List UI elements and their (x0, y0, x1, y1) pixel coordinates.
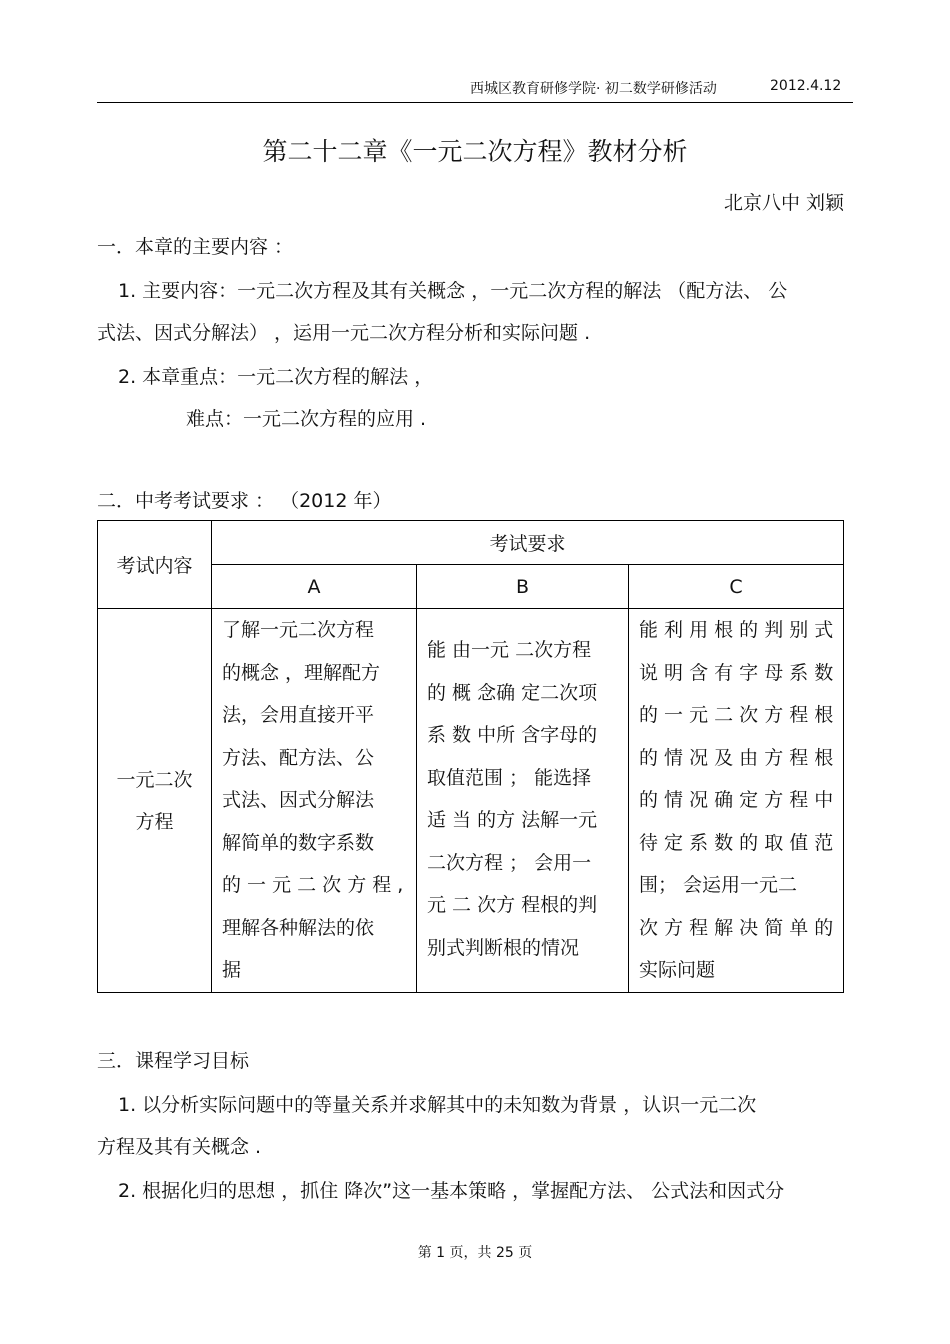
level-c: C (629, 565, 844, 609)
row-label-line2: 方程 (135, 810, 174, 833)
cell-a-line: 的 一 元 二 次 方 程 , (222, 874, 404, 896)
cell-a-line: 方法、配方法、公 (222, 746, 375, 769)
section1-heading: 一．本章的主要内容 ： (97, 236, 294, 258)
author: 北京八中 刘颖 (723, 192, 844, 214)
cell-level-b (417, 609, 629, 993)
cell-a-line: 解简单的数字系数 (222, 831, 375, 854)
header-exam-content: 考试内容 (98, 521, 212, 609)
section1-item1-line1: 1. 主要内容：一元二次方程及其有关概念 ，一元二次方程的解法 （配方法、 公 (118, 280, 788, 302)
cell-c-line: 待 定 系 数 的 取 值 范 (639, 831, 834, 854)
cell-a-line: 了解一元二次方程 (222, 619, 375, 641)
row-label (98, 609, 212, 993)
cell-b-line: 二次方程 ； 会用一 (427, 851, 592, 874)
cell-b-line: 取值范围 ； 能选择 (427, 766, 592, 789)
section3-item2-line1: 2. 根据化归的思想 ，抓住 降次”这一基本策略 ，掌握配方法、 公式法和因式分 (118, 1180, 785, 1202)
cell-a-line: 理解各种解法的依 (222, 916, 375, 939)
header-org: 西城区教育研修学院· 初二数学研修活动 (470, 81, 717, 97)
cell-c-line: 的 情 况 确 定 方 程 中 (639, 789, 834, 811)
cell-c-line: 的 一 元 二 次 方 程 根 (639, 704, 834, 726)
cell-b-line: 元 二 次方 程根的判 (427, 894, 598, 916)
header-exam-requirements: 考试要求 (212, 521, 844, 565)
cell-level-c (629, 609, 844, 993)
section3-heading: 三．课程学习目标 (97, 1050, 250, 1072)
cell-b-line: 适 当 的方 法解一元 (427, 809, 598, 831)
cell-b-line: 能 由一元 二次方程 (427, 639, 592, 661)
header-date: 2012.4.12 (770, 78, 842, 94)
section1-item1-line2: 式法、因式分解法） ，运用一元二次方程分析和实际问题 . (97, 322, 591, 344)
page-title: 第二十二章《一元二次方程》教材分析 (262, 137, 688, 166)
cell-a-line: 据 (222, 959, 242, 981)
section3-item1-line1: 1. 以分析实际问题中的等量关系并求解其中的未知数为背景 ，认识一元二次 (118, 1094, 757, 1116)
section1-difficulty: 难点：一元二次方程的应用 . (186, 408, 427, 430)
exam-requirements-table (97, 520, 844, 993)
cell-c-line: 次 方 程 解 决 简 单 的 (639, 916, 834, 939)
cell-b-line: 的 概 念确 定二次项 (427, 681, 598, 704)
cell-a-line: 的概念 ，理解配方 (222, 661, 381, 684)
cell-c-line: 能 利 用 根 的 判 别 式 (639, 619, 834, 641)
header-rule (97, 102, 853, 103)
cell-c-line: 实际问题 (639, 959, 716, 981)
cell-c-line: 的 情 况 及 由 方 程 根 (639, 746, 834, 769)
section3-item1-line2: 方程及其有关概念 . (97, 1136, 262, 1158)
level-a: A (212, 565, 417, 609)
row-label-line1: 一元二次 (116, 768, 193, 791)
cell-c-line: 围； 会运用一元二 (639, 874, 798, 896)
cell-b-line: 别式判断根的情况 (427, 936, 580, 959)
cell-b-line: 系 数 中所 含字母的 (427, 724, 598, 746)
level-b: B (417, 565, 629, 609)
section1-item2: 2. 本章重点：一元二次方程的解法 ， (118, 366, 434, 388)
section2-heading: 二．中考考试要求 ： （2012 年） (97, 490, 392, 512)
cell-a-line: 法，会用直接开平 (222, 704, 375, 726)
cell-c-line: 说 明 含 有 字 母 系 数 (639, 661, 834, 684)
cell-level-a (212, 609, 417, 993)
cell-a-line: 式法、因式分解法 (222, 789, 375, 811)
page-footer: 第 1 页，共 25 页 (417, 1245, 533, 1261)
